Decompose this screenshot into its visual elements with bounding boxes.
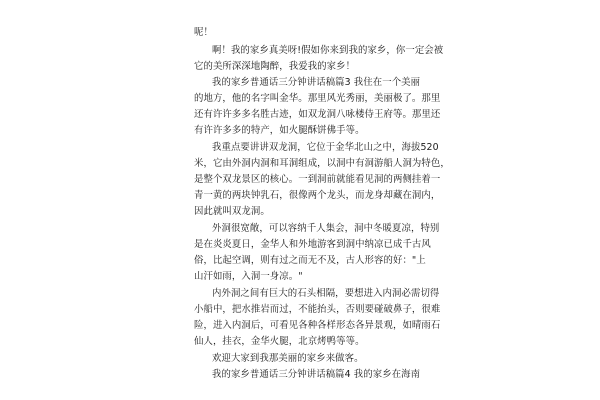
- text-line: 欢迎大家到我那美丽的家乡来做客。: [212, 353, 364, 364]
- text-line: 我的家乡普通话三分钟讲话稿篇4 我的家乡在海南: [212, 369, 421, 380]
- text-line: 啊！我的家乡真美呀!假如你来到我的家乡，你一定会被: [212, 45, 444, 56]
- text-line: 它的美所深深地陶醉，我爱我的家乡！: [194, 61, 356, 72]
- text-line: 我重点要讲讲双龙洞，它位于金华北山之中，海拔520: [212, 142, 439, 153]
- text-line: 米，它由外洞内洞和耳洞组成，以洞中有洞游船人洞为特色，: [194, 158, 450, 169]
- text-line: 因此就叫双龙洞。: [194, 206, 270, 217]
- text-line: 是整个双龙景区的核心。一到洞前就能看见洞的两侧挂着一: [194, 174, 441, 185]
- text-line: 青一黄的两块钟乳石，很像两个龙头，而龙身却藏在洞内，: [194, 190, 441, 201]
- text-line: 呢！: [194, 27, 213, 38]
- text-line: 俗，比起空调，则有过之而无不及，古人形容的好："上: [194, 255, 426, 266]
- text-line: 仙人，挂衣，金华火腿，北京烤鸭等等。: [194, 336, 365, 347]
- text-line: 有许许多多的特产，如火腿酥饼佛手等。: [194, 125, 365, 136]
- text-line: 险，进入内洞后，可看见各种各样形态各异景观，如晴雨石: [194, 320, 441, 331]
- text-line: 山汗如雨，入洞一身凉。": [194, 271, 303, 282]
- text-line: 还有许许多多名胜古迹，如双龙洞八咏楼侍王府等。那里还: [194, 109, 441, 120]
- text-line: 小船中，把水推岩而过，不能抬头，否则要碰破鼻子，很难: [194, 304, 441, 315]
- text-line: 的地方，他的名字叫金华。那里风光秀丽，美丽极了。那里: [194, 93, 441, 104]
- text-line: 内外洞之间有巨大的石头相隔，要想进入内洞必需切得: [212, 288, 440, 299]
- text-line: 我的家乡普通话三分钟讲话稿篇3 我住在一个美丽: [212, 77, 421, 88]
- text-line: 是在炎炎夏日，金华人和外地游客到洞中纳凉已成千古风: [194, 239, 431, 250]
- text-line: 外洞很宽敞，可以容纳千人集会，洞中冬暖夏凉，特别: [212, 223, 440, 234]
